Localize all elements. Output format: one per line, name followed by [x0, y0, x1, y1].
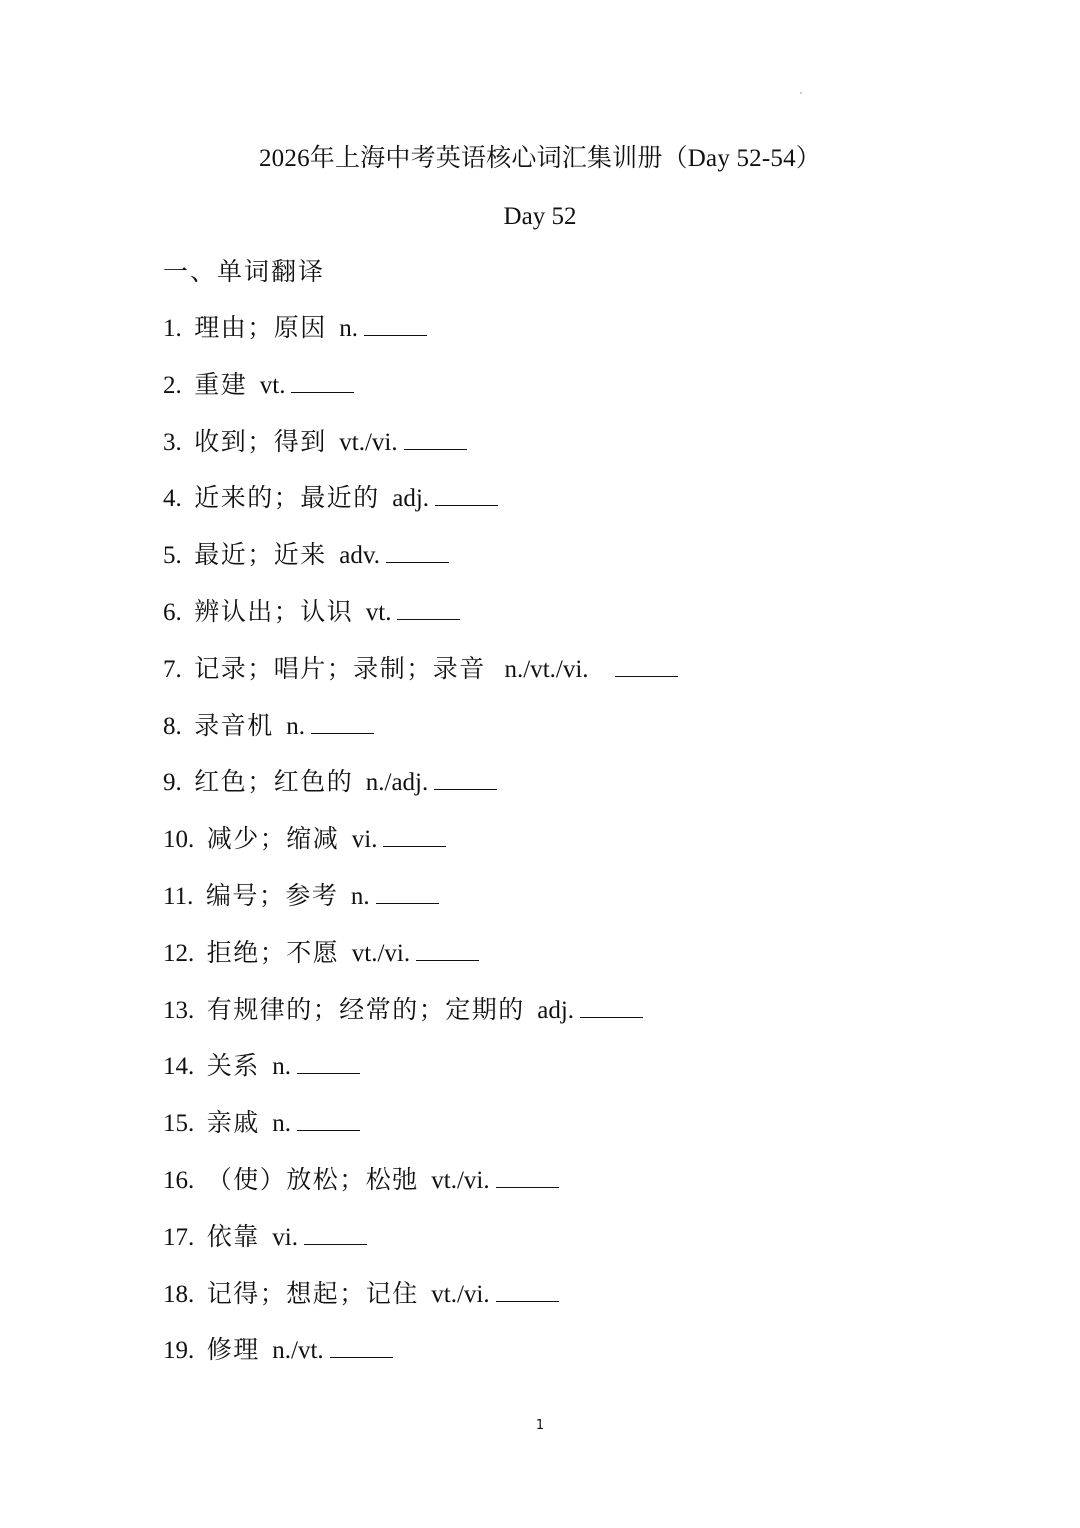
- item-meaning: 记录；唱片；录制；录音: [194, 655, 486, 683]
- item-meaning: 近来的；最近的: [194, 485, 380, 513]
- item-part-of-speech: n.: [272, 1110, 292, 1138]
- answer-blank: [404, 427, 467, 450]
- answer-blank: [311, 711, 374, 734]
- item-part-of-speech: n.: [272, 1053, 292, 1081]
- answer-blank: [330, 1335, 393, 1358]
- item-number: 16.: [163, 1166, 195, 1194]
- section-heading: 一、单词翻译: [163, 259, 326, 286]
- answer-blank: [496, 1279, 559, 1302]
- list-item: [163, 1163, 963, 1220]
- item-part-of-speech: adj.: [537, 996, 575, 1024]
- item-meaning: 亲戚: [206, 1110, 260, 1138]
- answer-blank: [376, 881, 439, 904]
- item-number: 9.: [163, 769, 182, 797]
- document-title: 2026年上海中考英语核心词汇集训册（Day 52-54）: [258, 145, 822, 172]
- item-meaning: 收到；得到: [194, 428, 327, 456]
- list-item: [163, 595, 963, 652]
- answer-blank: [435, 483, 498, 506]
- scan-speck: [800, 92, 802, 94]
- item-number: 12.: [163, 939, 195, 967]
- answer-blank: [386, 540, 449, 563]
- list-item: [163, 822, 963, 879]
- item-part-of-speech: adj.: [392, 485, 430, 513]
- item-part-of-speech: vt./vi.: [431, 1280, 490, 1308]
- item-number: 11.: [163, 882, 194, 910]
- item-number: 1.: [163, 315, 182, 342]
- list-item: [163, 538, 963, 595]
- list-item: [163, 1333, 963, 1390]
- item-number: 10.: [163, 826, 195, 854]
- item-meaning: 依靠: [206, 1223, 260, 1251]
- item-number: 14.: [163, 1053, 195, 1081]
- list-item: [163, 1277, 963, 1334]
- item-meaning: 减少；缩减: [206, 826, 340, 854]
- item-part-of-speech: n.: [350, 882, 370, 910]
- item-meaning: 有规律的；经常的；定期的: [206, 996, 525, 1024]
- list-item: [163, 425, 963, 482]
- item-meaning: 红色；红色的: [194, 769, 354, 797]
- item-meaning: 最近；近来: [194, 542, 327, 570]
- answer-blank: [291, 370, 354, 393]
- item-part-of-speech: vi.: [351, 826, 378, 854]
- vocabulary-list: [163, 311, 963, 1390]
- day-heading: Day 52: [503, 203, 577, 230]
- item-number: 6.: [163, 598, 182, 626]
- list-item: [163, 1049, 963, 1106]
- item-part-of-speech: vt./vi.: [339, 428, 398, 456]
- list-item: [163, 993, 963, 1050]
- answer-blank: [364, 313, 427, 336]
- list-item: [163, 481, 963, 538]
- item-number: 15.: [163, 1110, 195, 1138]
- list-item: [163, 652, 963, 709]
- page-number: 1: [535, 1418, 545, 1433]
- item-meaning: 录音机: [194, 712, 274, 740]
- item-meaning: 修理: [206, 1337, 260, 1365]
- item-number: 8.: [163, 712, 182, 740]
- answer-blank: [416, 938, 479, 961]
- list-item: [163, 936, 963, 993]
- item-part-of-speech: adv.: [339, 542, 380, 570]
- list-item: [163, 368, 963, 425]
- item-number: 17.: [163, 1223, 195, 1251]
- list-item: [163, 1106, 963, 1163]
- answer-blank: [580, 995, 643, 1018]
- item-part-of-speech: vt.: [259, 371, 286, 399]
- item-part-of-speech: vt.: [365, 598, 392, 626]
- item-number: 18.: [163, 1280, 195, 1308]
- item-part-of-speech: n./adj.: [365, 769, 429, 797]
- item-part-of-speech: n.: [286, 712, 306, 740]
- answer-blank: [496, 1165, 559, 1188]
- answer-blank: [383, 824, 446, 847]
- item-meaning: 辨认出；认识: [194, 598, 354, 626]
- item-meaning: 拒绝；不愿: [206, 939, 340, 967]
- item-number: 19.: [163, 1337, 195, 1365]
- item-part-of-speech: vt./vi.: [351, 939, 411, 967]
- answer-blank: [297, 1051, 360, 1074]
- item-meaning: 重建: [194, 371, 248, 399]
- item-number: 4.: [163, 485, 182, 513]
- list-item: [163, 311, 963, 368]
- answer-blank: [297, 1108, 360, 1131]
- answer-blank: [304, 1222, 367, 1245]
- list-item: [163, 879, 963, 936]
- item-part-of-speech: vt./vi.: [431, 1166, 490, 1194]
- answer-blank: [434, 767, 497, 790]
- item-number: 13.: [163, 996, 195, 1024]
- item-part-of-speech: n./vt./vi.: [498, 655, 589, 683]
- list-item: [163, 1220, 963, 1277]
- item-number: 7.: [163, 655, 182, 683]
- list-item: [163, 765, 963, 822]
- item-number: 3.: [163, 428, 182, 456]
- item-number: 5.: [163, 542, 182, 570]
- item-part-of-speech: n./vt.: [272, 1337, 324, 1365]
- item-meaning: 编号；参考: [205, 882, 339, 910]
- list-item: [163, 709, 963, 766]
- item-part-of-speech: vi.: [272, 1223, 298, 1251]
- item-meaning: 记得；想起；记住: [206, 1280, 419, 1308]
- answer-blank: [615, 654, 678, 677]
- item-meaning: 关系: [206, 1053, 260, 1081]
- item-part-of-speech: n.: [339, 315, 359, 342]
- item-number: 2.: [163, 371, 182, 399]
- answer-blank: [397, 597, 460, 620]
- item-meaning: （使）放松；松弛: [206, 1166, 419, 1194]
- item-meaning: 理由；原因: [194, 315, 327, 342]
